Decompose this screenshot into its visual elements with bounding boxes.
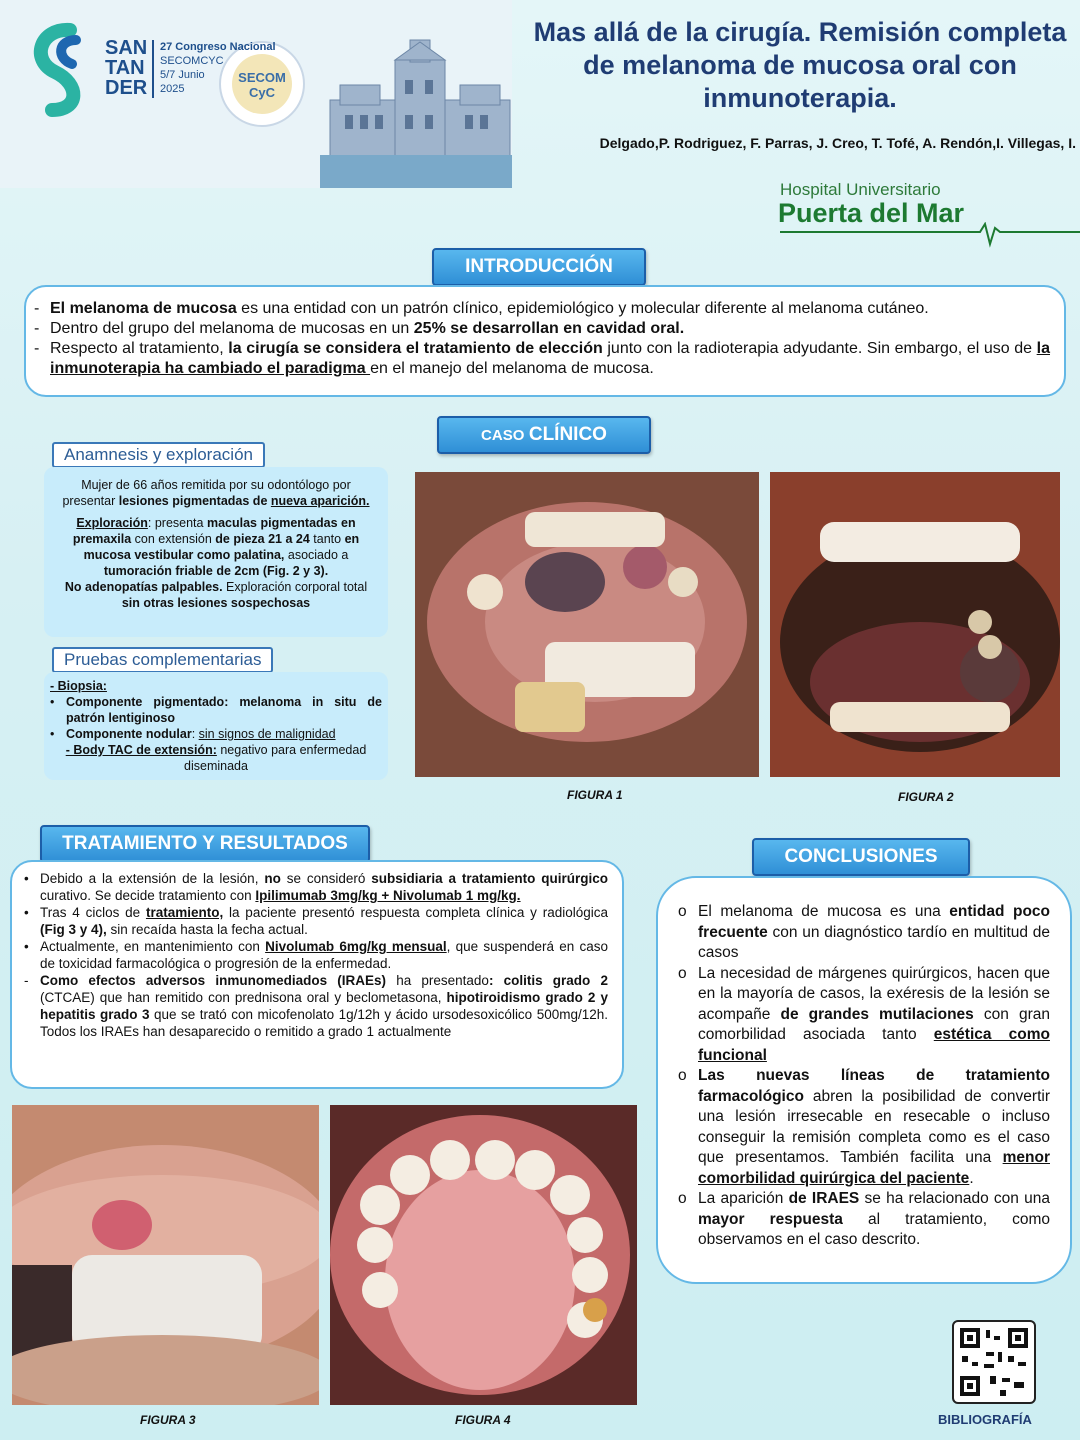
case-heading: CASO CLÍNICO xyxy=(437,416,651,454)
bibliography-link[interactable]: BIBLIOGRAFÍA xyxy=(938,1412,1032,1427)
intro-list xyxy=(26,287,1064,379)
treatment-heading: TRATAMIENTO Y RESULTADOS xyxy=(40,825,370,863)
conclusion-item: o El melanoma de mucosa es una entidad poco frecuente con un diagnóstico tardío en multitud de casos xyxy=(676,902,1050,964)
anamnesis-text: Mujer de 66 años remitida por su odontólogo por presentar lesiones pigmentadas de nueva aparición. xyxy=(62,478,370,508)
conclusions-heading: CONCLUSIONES xyxy=(752,838,970,876)
intro-box xyxy=(24,285,1066,397)
congress-info: 27 Congreso Nacional SECOMCYC 5/7 Junio 2025 xyxy=(160,41,276,95)
exploration-text: Exploración: presenta maculas pigmentadas en premaxila con extensión de pieza 21 a 24 tanto en mucosa vestibular como palatina, asociado a tumoración friable de 2cm (Fig. 2 y 3). No adenopatías palpables. Exploración corporal total sin otras lesiones sospechosas xyxy=(64,516,368,610)
qr-code-icon[interactable] xyxy=(952,1320,1036,1404)
biopsy-item: • Componente pigmentado: melanoma in situ de patrón lentiginoso xyxy=(50,694,382,726)
seal-text: SECOM CyC xyxy=(238,70,286,100)
conclusion-item: o La aparición de IRAES se ha relacionado con una mayor respuesta al tratamiento, como observamos en el caso descrito. xyxy=(676,1189,1050,1251)
intro-item: - Dentro del grupo del melanoma de mucosas en un 25% se desarrollan en cavidad oral. xyxy=(32,319,1050,339)
biopsy-list xyxy=(50,694,382,742)
pruebas-title: Pruebas complementarias xyxy=(52,647,273,673)
figure-4-photo xyxy=(330,1105,637,1405)
figure-2-photo xyxy=(770,472,1060,777)
pruebas-text: - Biopsia: • Componente pigmentado: melanoma in situ de patrón lentiginoso • Componente nodular: sin signos de malignidad - Body TAC de extensión: negativo para enfermedad diseminada xyxy=(44,672,388,774)
anamnesis-title: Anamnesis y exploración xyxy=(52,442,265,468)
figure-4-label: FIGURA 4 xyxy=(455,1413,511,1427)
figure-1-label: FIGURA 1 xyxy=(567,788,623,802)
treatment-item: • Tras 4 ciclos de tratamiento, la paciente presentó respuesta completa clínica y radiológica (Fig 3 y 4), sin recaída hasta la fecha actual. xyxy=(24,904,608,938)
figure-3-label: FIGURA 3 xyxy=(140,1413,196,1427)
biopsy-item: • Componente nodular: sin signos de malignidad xyxy=(50,726,382,742)
treatment-item: • Actualmente, en mantenimiento con Nivolumab 6mg/kg mensual, que suspenderá en caso de toxicidad farmacológica o progresión de la enfermedad. xyxy=(24,938,608,972)
intro-heading: INTRODUCCIÓN xyxy=(432,248,646,286)
authors: Delgado,P. Rodriguez, F. Parras, J. Creo, T. Tofé, A. Rendón,I. Villegas, I. xyxy=(599,135,1076,151)
hospital-name-line2: Puerta del Mar xyxy=(778,198,965,228)
adverse-effects-list xyxy=(22,972,608,1040)
figure-3-photo xyxy=(12,1105,319,1405)
congress-banner xyxy=(0,0,512,188)
conclusion-item: o Las nuevas líneas de tratamiento farmacológico abren la posibilidad de convertir una lesión irresecable en resecable o incluso conseguir la remisión completa como es el caso que presentamos. También facilita una menor comorbilidad quirúrgica del paciente. xyxy=(676,1066,1050,1189)
anamnesis-box xyxy=(44,467,388,637)
conclusions-box xyxy=(656,876,1072,1284)
treatment-list xyxy=(24,870,608,972)
treatment-box xyxy=(10,860,624,1089)
treatment-item: • Debido a la extensión de la lesión, no se consideró subsidiaria a tratamiento quirúrgico curativo. Se decide tratamiento con Ipilimumab 3mg/kg + Nivolumab 1 mg/kg. xyxy=(24,870,608,904)
figure-2-label: FIGURA 2 xyxy=(898,790,954,804)
treatment-item: - Como efectos adversos inmunomediados (IRAEs) ha presentado: colitis grado 2 (CTCAE) que han remitido con prednisona oral y beclometasona, hipotiroidismo grado 2 y hepatitis grado 3 que se trató con micofenolato 1g/12h y ácido ursodesoxicólico 500mg/12h. Todos los IRAEs han desaparecido o remitido a grado 1 actualmente xyxy=(22,972,608,1040)
heartbeat-line-icon xyxy=(780,222,1080,248)
hospital-name-line1: Hospital Universitario xyxy=(780,180,941,199)
pruebas-box xyxy=(44,672,388,780)
conclusions-list xyxy=(658,878,1070,1251)
conclusion-item: o La necesidad de márgenes quirúrgicos, hacen que en la mayoría de casos, la exéresis de la lesión se acompañe de grandes mutilaciones con gran comorbilidad asociada tanto estética como funcional xyxy=(676,964,1050,1067)
figure-1-photo xyxy=(415,472,759,777)
intro-item: - El melanoma de mucosa es una entidad con un patrón clínico, epidemiológico y molecular diferente al melanoma cutáneo. xyxy=(32,299,1050,319)
poster-title: Mas allá de la cirugía. Remisión completa de melanoma de mucosa oral con inmunoterapia. xyxy=(533,17,1067,113)
intro-item: - Respecto al tratamiento, la cirugía se considera el tratamiento de elección junto con la radioterapia adyudante. Sin embargo, el uso de la inmunoterapia ha cambiado el paradigma en el manejo del melanoma de mucosa. xyxy=(32,339,1050,379)
logo-text: SAN TAN DER xyxy=(105,37,148,99)
